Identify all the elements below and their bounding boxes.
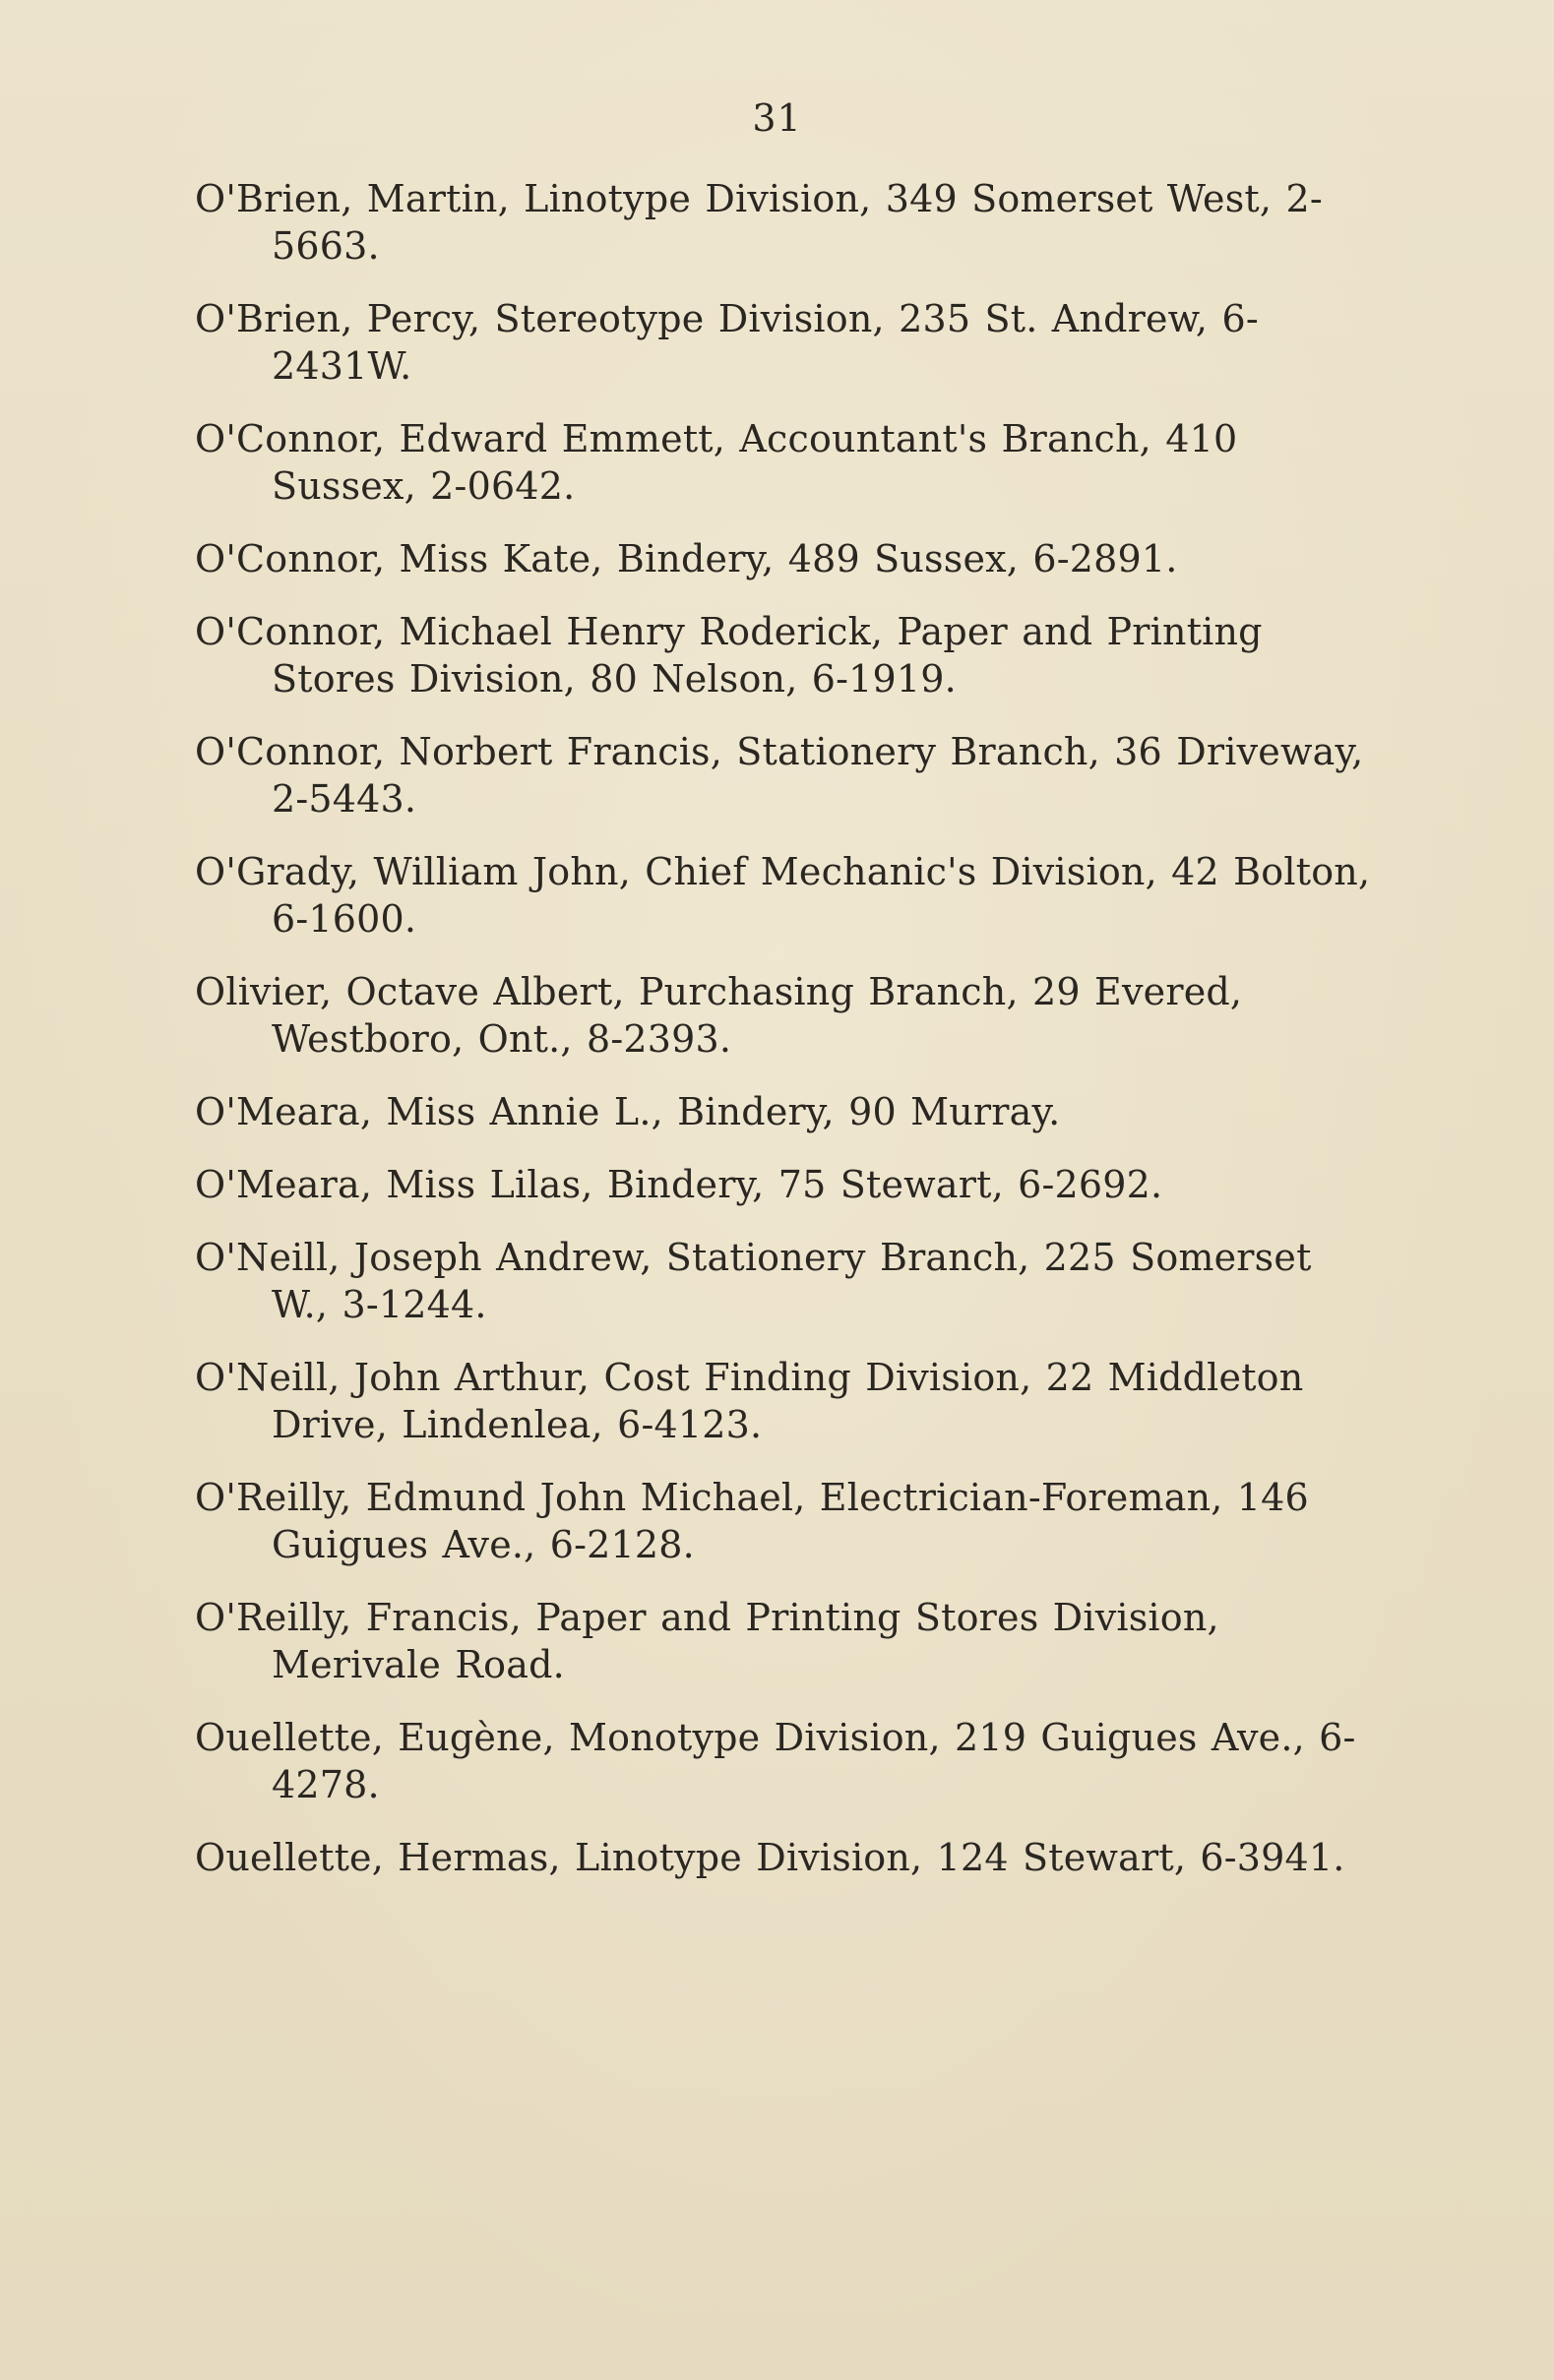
directory-entry: Ouellette, Eugène, Monotype Division, 219 Guigues Ave., 6-4278. xyxy=(195,1716,1356,1806)
directory-entry: O'Connor, Norbert Francis, Stationery Branch, 36 Driveway, 2-5443. xyxy=(195,730,1364,821)
directory-entry: O'Neill, John Arthur, Cost Finding Division, 22 Middleton Drive, Lindenlea, 6-4123. xyxy=(195,1356,1304,1446)
directory-entry: O'Reilly, Francis, Paper and Printing Stores Division, Merivale Road. xyxy=(195,1596,1219,1686)
page-number: 31 xyxy=(752,96,802,140)
directory-entry: O'Reilly, Edmund John Michael, Electrician-Foreman, 146 Guigues Ave., 6-2128. xyxy=(195,1476,1309,1566)
directory-entry: O'Connor, Michael Henry Roderick, Paper and Printing Stores Division, 80 Nelson, 6-1919. xyxy=(195,610,1263,701)
directory-entry: O'Brien, Martin, Linotype Division, 349 Somerset West, 2-5663. xyxy=(195,177,1323,268)
directory-entry: O'Neill, Joseph Andrew, Stationery Branch, 225 Somerset W., 3-1244. xyxy=(195,1236,1312,1326)
directory-entry: O'Meara, Miss Annie L., Bindery, 90 Murray. xyxy=(195,1090,1061,1133)
directory-entries xyxy=(195,175,1376,1907)
directory-entry: O'Connor, Edward Emmett, Accountant's Branch, 410 Sussex, 2-0642. xyxy=(195,417,1238,508)
directory-entry: O'Connor, Miss Kate, Bindery, 489 Sussex, 6-2891. xyxy=(195,537,1178,580)
directory-entry: O'Meara, Miss Lilas, Bindery, 75 Stewart, 6-2692. xyxy=(195,1163,1163,1206)
directory-entry: O'Grady, William John, Chief Mechanic's Division, 42 Bolton, 6-1600. xyxy=(195,850,1371,941)
directory-entry: Olivier, Octave Albert, Purchasing Branch, 29 Evered, Westboro, Ont., 8-2393. xyxy=(195,970,1243,1061)
directory-entry: Ouellette, Hermas, Linotype Division, 124 Stewart, 6-3941. xyxy=(195,1836,1345,1879)
directory-entry: O'Brien, Percy, Stereotype Division, 235 St. Andrew, 6-2431W. xyxy=(195,297,1259,388)
